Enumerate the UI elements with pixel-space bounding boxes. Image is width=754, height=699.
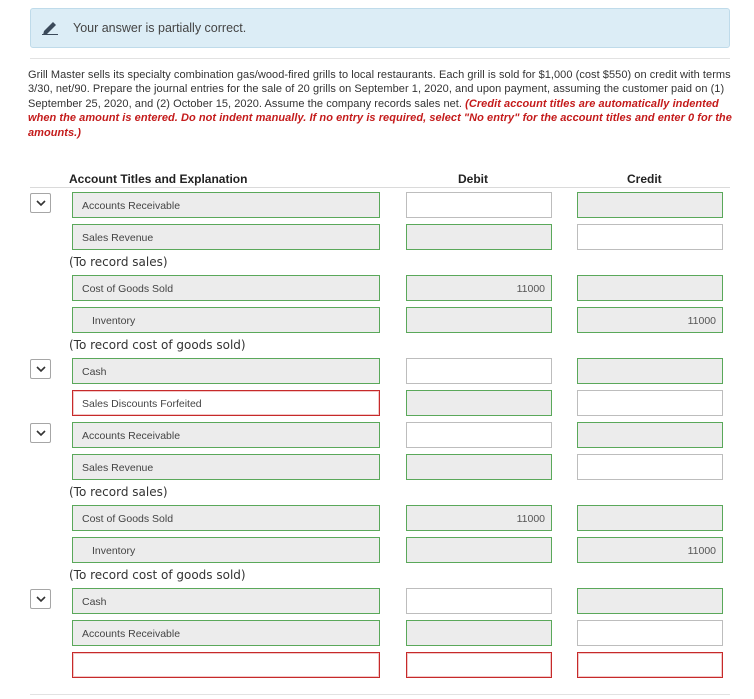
debit-field[interactable]	[406, 390, 552, 416]
pencil-icon	[41, 21, 59, 35]
debit-field[interactable]	[406, 588, 552, 614]
debit-field-incorrect[interactable]	[406, 652, 552, 678]
credit-field[interactable]	[577, 224, 723, 250]
account-title-field[interactable]: Inventory	[72, 307, 380, 333]
credit-field[interactable]	[577, 505, 723, 531]
header-divider	[30, 187, 730, 188]
account-title-field[interactable]: Sales Revenue	[72, 224, 380, 250]
feedback-message: Your answer is partially correct.	[73, 21, 247, 35]
feedback-banner	[30, 8, 730, 48]
credit-field[interactable]	[577, 454, 723, 480]
credit-field[interactable]	[577, 422, 723, 448]
debit-field[interactable]	[406, 620, 552, 646]
debit-field[interactable]	[406, 358, 552, 384]
debit-field[interactable]	[406, 454, 552, 480]
debit-field[interactable]: 11000	[406, 275, 552, 301]
account-title-field-incorrect[interactable]	[72, 652, 380, 678]
chevron-down-icon	[36, 199, 46, 207]
entry-dropdown[interactable]	[30, 423, 51, 443]
entry-dropdown[interactable]	[30, 193, 51, 213]
question-body: Grill Master sells its specialty combination gas/wood-fired grills to local restaurants. Each grill is sold for $1,000 (cost $550) on credit with terms 3/30, net/90. Prepare the journal entries for the sale of 20 grills on September 1, 2020, and upon payment, assuming the customer paid on (1) September 25, 2020, and (2) October 15, 2020. Assume the company records sales net.	[28, 69, 731, 110]
account-title-field[interactable]: Sales Revenue	[72, 454, 380, 480]
journal-row	[0, 620, 754, 648]
account-title-field-incorrect[interactable]: Sales Discounts Forfeited	[72, 390, 380, 416]
question-text	[28, 68, 732, 140]
entry-memo: (To record cost of goods sold)	[69, 338, 246, 352]
divider	[30, 58, 730, 59]
chevron-down-icon	[36, 365, 46, 373]
account-title-field[interactable]: Accounts Receivable	[72, 192, 380, 218]
journal-row	[0, 224, 754, 252]
journal-row	[0, 454, 754, 482]
account-title-field[interactable]: Accounts Receivable	[72, 422, 380, 448]
header-debit: Debit	[458, 172, 488, 186]
journal-row	[0, 307, 754, 335]
credit-field[interactable]	[577, 588, 723, 614]
credit-field[interactable]	[577, 620, 723, 646]
credit-field[interactable]: 11000	[577, 537, 723, 563]
credit-field[interactable]: 11000	[577, 307, 723, 333]
journal-row	[0, 390, 754, 418]
entry-memo: (To record cost of goods sold)	[69, 568, 246, 582]
credit-field-incorrect[interactable]	[577, 652, 723, 678]
header-credit: Credit	[627, 172, 662, 186]
account-title-field[interactable]: Cost of Goods Sold	[72, 505, 380, 531]
entry-dropdown[interactable]	[30, 589, 51, 609]
entry-memo: (To record sales)	[69, 485, 168, 499]
chevron-down-icon	[36, 595, 46, 603]
journal-row	[0, 358, 754, 386]
account-title-field[interactable]: Inventory	[72, 537, 380, 563]
credit-field[interactable]	[577, 275, 723, 301]
account-title-field[interactable]: Cash	[72, 358, 380, 384]
journal-row	[0, 588, 754, 616]
entry-memo: (To record sales)	[69, 255, 168, 269]
chevron-down-icon	[36, 429, 46, 437]
journal-row	[0, 652, 754, 680]
debit-field[interactable]	[406, 537, 552, 563]
journal-row	[0, 537, 754, 565]
account-title-field[interactable]: Cost of Goods Sold	[72, 275, 380, 301]
credit-field[interactable]	[577, 192, 723, 218]
entry-dropdown[interactable]	[30, 359, 51, 379]
debit-field[interactable]	[406, 307, 552, 333]
journal-row	[0, 192, 754, 220]
header-account: Account Titles and Explanation	[69, 172, 248, 186]
credit-field[interactable]	[577, 358, 723, 384]
debit-field[interactable]: 11000	[406, 505, 552, 531]
credit-field[interactable]	[577, 390, 723, 416]
journal-row	[0, 505, 754, 533]
debit-field[interactable]	[406, 422, 552, 448]
journal-row	[0, 275, 754, 303]
debit-field[interactable]	[406, 192, 552, 218]
account-title-field[interactable]: Cash	[72, 588, 380, 614]
debit-field[interactable]	[406, 224, 552, 250]
account-title-field[interactable]: Accounts Receivable	[72, 620, 380, 646]
divider	[30, 694, 730, 695]
journal-row	[0, 422, 754, 450]
question-instruction: (Credit account titles are automatically indented when the amount is entered. Do not indent manually. If no entry is required, select "No entry" for the account titles and enter 0 for the amounts.)	[28, 97, 732, 139]
